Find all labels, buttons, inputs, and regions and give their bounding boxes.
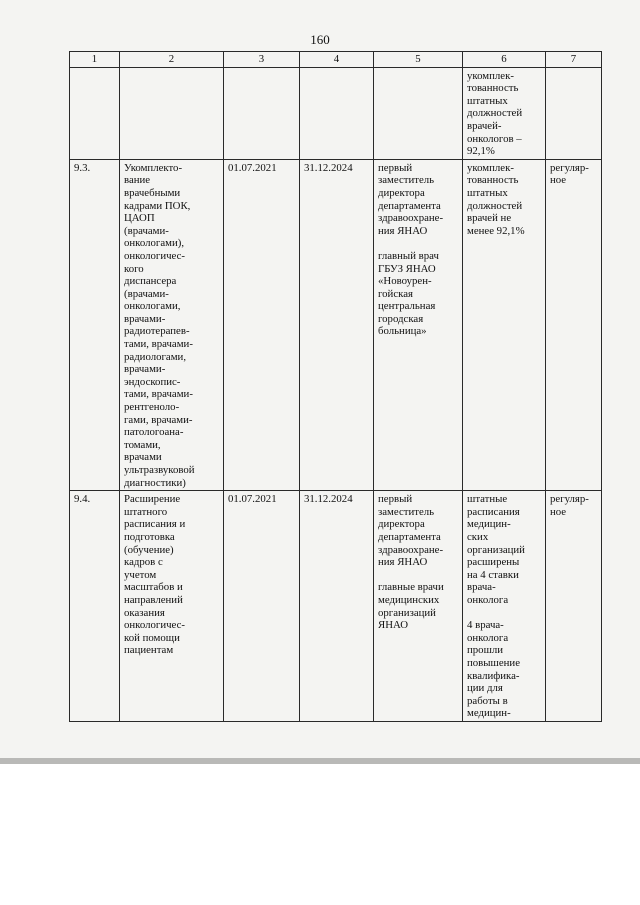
start-date-cell: 01.07.2021: [224, 159, 300, 490]
end-date-cell: [300, 67, 374, 159]
frequency-cell: регуляр- ное: [546, 159, 602, 490]
start-date-cell: 01.07.2021: [224, 491, 300, 722]
column-header: 5: [374, 52, 463, 68]
table-header-row: [70, 52, 602, 68]
page-number: 160: [310, 32, 330, 47]
scan-bottom-edge: [0, 758, 640, 764]
event-cell: Укомплекто- вание врачебными кадрами ПОК, ЦАОП (врачами- онкологами), онкологичес- кого диспансера (врачами- онкологами, врачами- радиотерапев- тами, врачами- радиологами, врачами- эндоскопис- тами, врачами- рентгеноло- гами, врачами- патологоана- томами, врачами ультразвуковой диагностики): [120, 159, 224, 490]
table-row: [70, 67, 602, 159]
column-header: 7: [546, 52, 602, 68]
result-cell: укомплек- тованность штатных должностей врачей- онкологов – 92,1%: [463, 67, 546, 159]
frequency-cell: [546, 67, 602, 159]
responsible-cell: [374, 67, 463, 159]
start-date-cell: [224, 67, 300, 159]
column-header: 1: [70, 52, 120, 68]
event-cell: [120, 67, 224, 159]
column-header: 3: [224, 52, 300, 68]
column-header: 2: [120, 52, 224, 68]
responsible-cell: первый заместитель директора департамента здравоохране- ния ЯНАО главные врачи медицинских организаций ЯНАО: [374, 491, 463, 722]
table-row: [70, 491, 602, 722]
item-number-cell: 9.4.: [70, 491, 120, 722]
item-number-cell: 9.3.: [70, 159, 120, 490]
end-date-cell: 31.12.2024: [300, 159, 374, 490]
result-cell: укомплек- тованность штатных должностей врачей не менее 92,1%: [463, 159, 546, 490]
document-table: [69, 51, 602, 722]
column-header: 6: [463, 52, 546, 68]
end-date-cell: 31.12.2024: [300, 491, 374, 722]
item-number-cell: [70, 67, 120, 159]
table-row: [70, 159, 602, 490]
result-cell: штатные расписания медицин- ских организаций расширены на 4 ставки врача- онколога 4 врача- онколога прошли повышение квалифика- ции для работы в медицин-: [463, 491, 546, 722]
responsible-cell: первый заместитель директора департамента здравоохране- ния ЯНАО главный врач ГБУЗ ЯНАО «Новоурен- гойская центральная городская больница»: [374, 159, 463, 490]
event-cell: Расширение штатного расписания и подготовка (обучение) кадров с учетом масштабов и направлений оказания онкологичес- кой помощи пациентам: [120, 491, 224, 722]
column-header: 4: [300, 52, 374, 68]
frequency-cell: регуляр- ное: [546, 491, 602, 722]
